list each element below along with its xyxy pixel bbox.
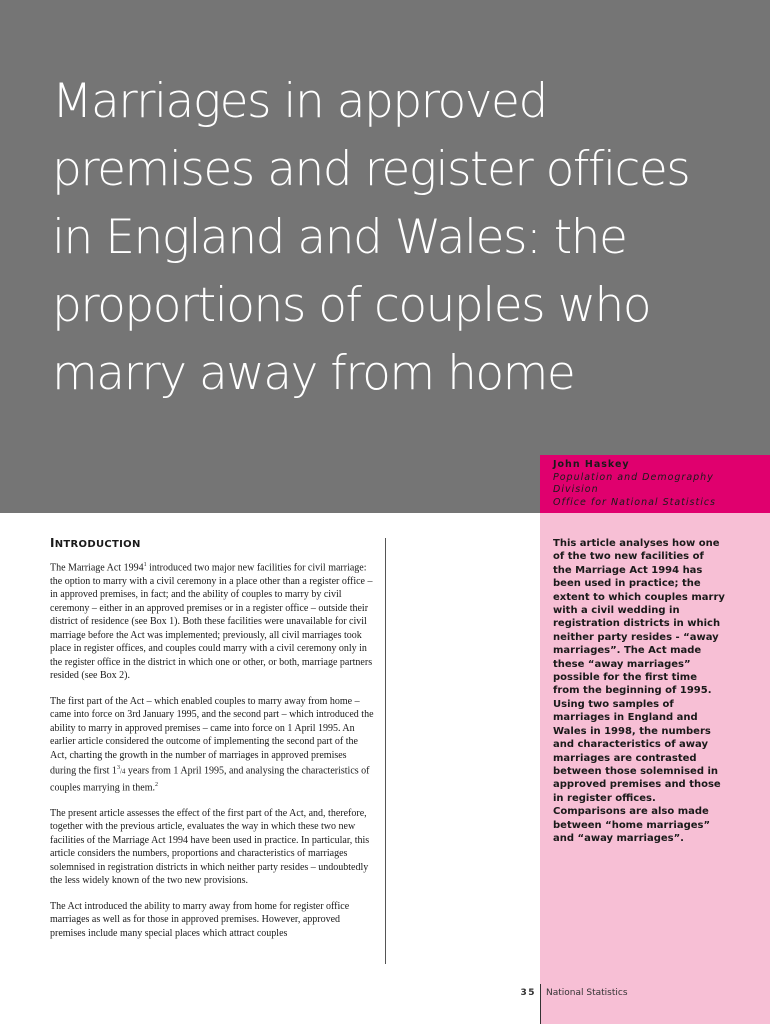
column-divider xyxy=(385,538,386,964)
author-division-cont: Division xyxy=(553,484,599,495)
page-number: 35 xyxy=(520,988,536,998)
footnote-ref: 1 xyxy=(143,562,147,568)
paragraph: The present article assesses the effect of the first part of the Act, and, therefore, together with the previous article, evaluates the way in which these two new facilities of the Marriage Act 1994 have been used in practice. In particular, this article considers the numbers, proportions and characteristics of marriages solemnised in registration districts in which neither party resides – undoubtedly the less widely known of the two new provisions. xyxy=(50,807,370,887)
publisher-name: National Statistics xyxy=(546,988,628,998)
author-division: Population and Demography xyxy=(553,472,714,483)
paragraph-text: years from 1 April 1995, and analysing the characteristics of couples marrying in them. xyxy=(50,765,370,794)
footnote-ref: 2 xyxy=(154,782,158,789)
abstract-text: This article analyses how one of the two new facilities of the Marriage Act 1994 has been used in practice; the extent to which couples marry with a civil wedding in registration districts in which neither party resides - “away marriages”. The Act made these “away marriages” possible for the first time from the beginning of 1995. Using two samples of marriages in England and Wales in 1998, the numbers and characteristics of away marriages are contrasted between those solemnised in approved premises and those in register offices. Comparisons are also made between “home marriages” and “away marriages”. xyxy=(553,538,725,844)
heading-rest: NTRODUCTION xyxy=(54,539,141,550)
section-heading xyxy=(50,536,374,550)
paragraph xyxy=(50,559,374,683)
paragraph-text: The Marriage Act 1994 xyxy=(50,562,144,574)
abstract-sidebar xyxy=(540,513,770,1024)
title-line: proportions of couples who xyxy=(52,278,651,333)
paragraph-text: introduced two major new facilities for civil marriage: the option to marry with a civil ceremony in a place other than a register office – in approved premises, in fact; and the ability of couples to marry by civil ceremony – either in an approved premises or in a register office – outside their district of residence (see Box 1). Both these facilities were unavailable for civil marriage before the Act was implemented; previously, all civil marriages took place in register offices, and couples could marry with a civil ceremony only in the register office in the district in which one or other, or both, marriage partners resided (see Box 2). xyxy=(50,562,373,682)
fraction-denominator: /4 xyxy=(119,767,126,776)
paragraph xyxy=(50,695,374,795)
title-line: marry away from home xyxy=(52,346,575,401)
heading-initial: I xyxy=(50,536,55,550)
paragraph-text: The first part of the Act – which enabled couples to marry away from home – came into force on 3rd January 1995, and the second part – which introduced the ability to marry in approved premises – came into force on 1 April 1995. An earlier article considered the outcome of implementing the second part of the Act, charting the growth in the number of marriages in approved premises during the first 1 xyxy=(50,695,374,777)
title-line: Marriages in approved xyxy=(52,74,547,129)
author-box xyxy=(540,455,770,513)
paragraph: The Act introduced the ability to marry away from home for register office marriages as well as for those in approved premises. However, approved premises include many special places which attract couples xyxy=(50,900,350,939)
fraction-numerator: 3 xyxy=(116,765,120,772)
title-line: in England and Wales: the xyxy=(52,210,627,265)
title-line: premises and register offices xyxy=(52,142,690,197)
footer-divider xyxy=(540,984,541,1024)
main-text-column xyxy=(50,536,374,952)
author-name: John Haskey xyxy=(553,459,630,470)
author-organisation: Office for National Statistics xyxy=(553,497,717,508)
article-title xyxy=(52,68,752,408)
